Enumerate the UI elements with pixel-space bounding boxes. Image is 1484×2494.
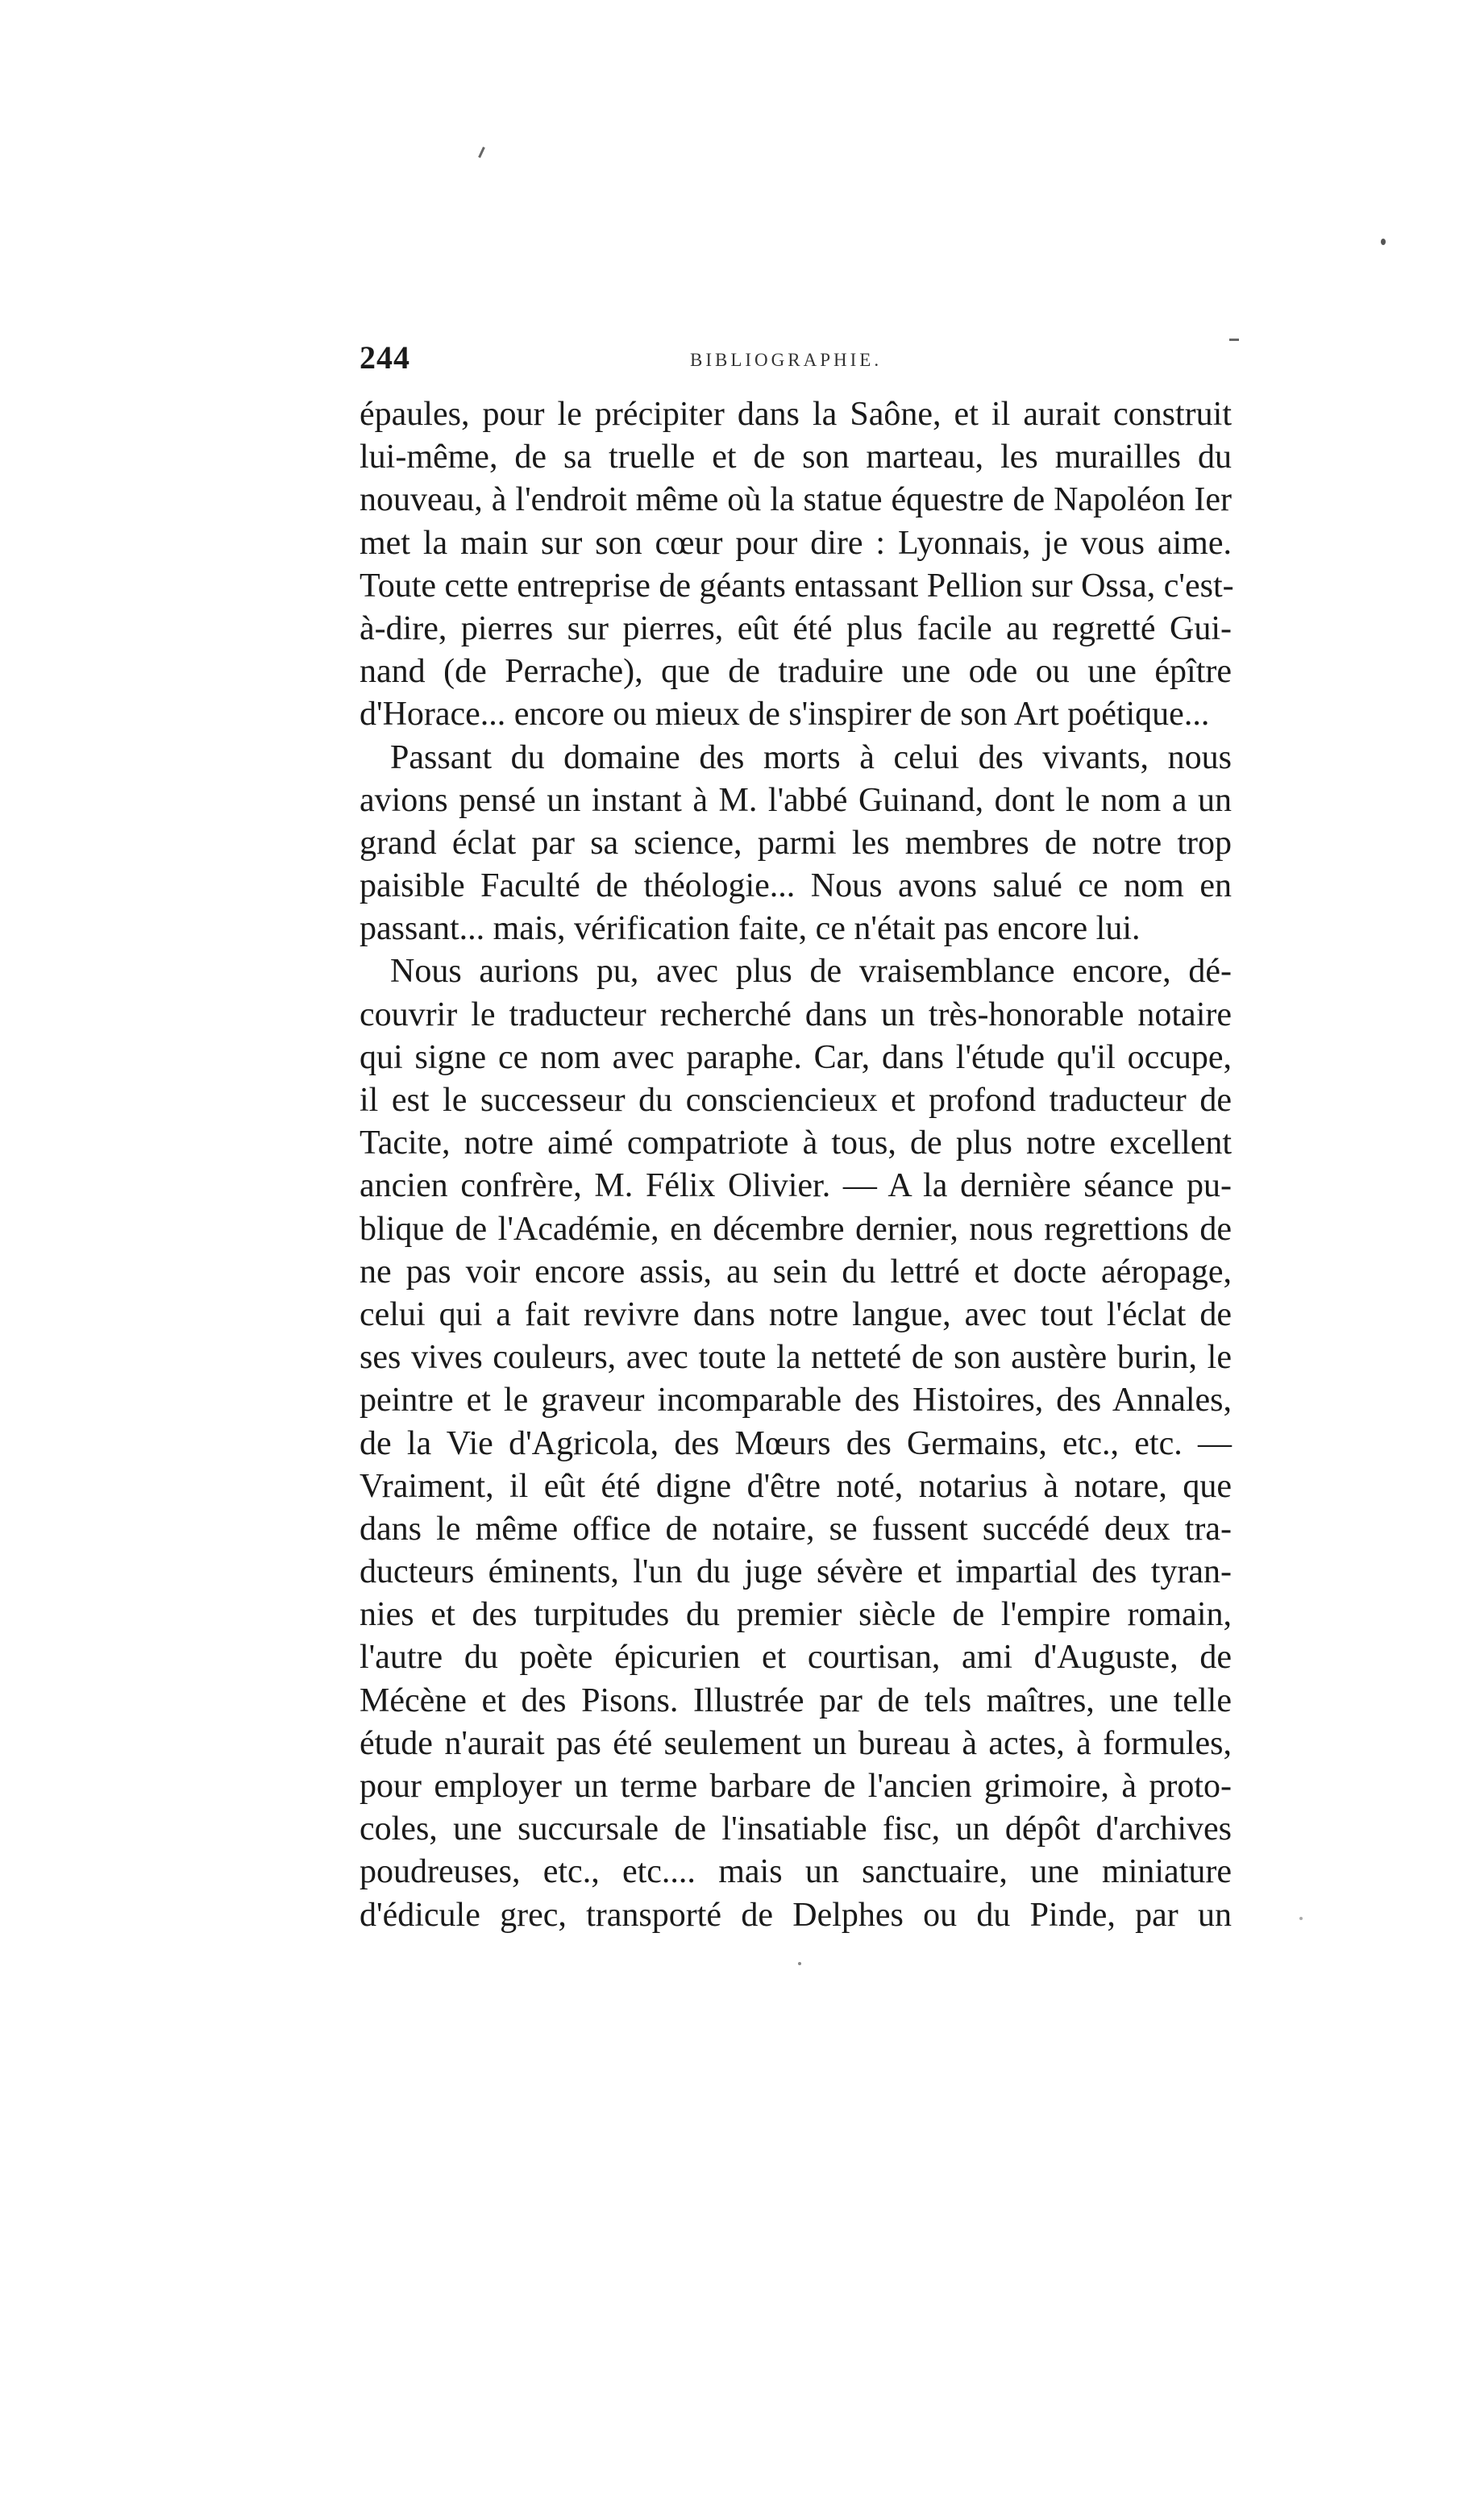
text-line: ne pas voir encore assis, au sein du lettré et docte aéropage, xyxy=(360,1253,1232,1291)
text-line: dans le même office de notaire, se fussent succédé deux tra- xyxy=(360,1510,1232,1548)
text-line: coles, une succursale de l'insatiable fisc, un dépôt d'archives xyxy=(360,1810,1232,1848)
text-line: il est le successeur du consciencieux et profond traducteur de xyxy=(360,1082,1232,1119)
scan-speck xyxy=(478,147,485,158)
text-line: Nous aurions pu, avec plus de vraisemblance encore, dé- xyxy=(390,953,1232,991)
text-line: couvrir le traducteur recherché dans un très-honorable notaire xyxy=(360,996,1232,1033)
text-line: l'autre du poète épicurien et courtisan, ami d'Auguste, de xyxy=(360,1639,1232,1677)
text-line: ducteurs éminents, l'un du juge sévère et impartial des tyran- xyxy=(360,1553,1232,1591)
text-line: Mécène et des Pisons. Illustrée par de tels maîtres, une telle xyxy=(360,1681,1232,1719)
page-number: 244 xyxy=(360,339,410,376)
text-line: passant... mais, vérification faite, ce n'était pas encore lui. xyxy=(360,910,1141,948)
text-line: ses vives couleurs, avec toute la netteté de son austère burin, le xyxy=(360,1339,1232,1377)
text-line: paisible Faculté de théologie... Nous avons salué ce nom en xyxy=(360,867,1232,905)
body-text xyxy=(360,393,1232,1937)
scan-speck xyxy=(1381,239,1386,245)
text-line: qui signe ce nom avec paraphe. Car, dans l'étude qu'il occupe, xyxy=(360,1038,1232,1076)
text-line: épaules, pour le précipiter dans la Saône, et il aurait construit xyxy=(360,396,1232,433)
text-line: peintre et le graveur incomparable des Histoires, des Annales, xyxy=(360,1382,1232,1420)
text-line: ancien confrère, M. Félix Olivier. — A la dernière séance pu- xyxy=(360,1167,1232,1205)
scan-speck xyxy=(1229,339,1239,341)
scan-speck xyxy=(798,1962,801,1965)
text-line: met la main sur son cœur pour dire : Lyonnais, je vous aime. xyxy=(360,524,1232,562)
text-line: de la Vie d'Agricola, des Mœurs des Germains, etc., etc. — xyxy=(360,1424,1232,1462)
text-line: poudreuses, etc., etc.... mais un sanctuaire, une miniature xyxy=(360,1853,1232,1891)
text-line: Vraiment, il eût été digne d'être noté, notarius à notare, que xyxy=(360,1467,1232,1505)
text-line: grand éclat par sa science, parmi les membres de notre trop xyxy=(360,824,1232,862)
text-line: nouveau, à l'endroit même où la statue équestre de Napoléon Ier xyxy=(360,481,1232,519)
text-line: pour employer un terme barbare de l'ancien grimoire, à proto- xyxy=(360,1768,1232,1805)
text-line: nand (de Perrache), que de traduire une ode ou une épître xyxy=(360,653,1232,691)
text-line: à-dire, pierres sur pierres, eût été plus facile au regretté Gui- xyxy=(360,609,1232,647)
text-line: blique de l'Académie, en décembre dernier, nous regrettions de xyxy=(360,1210,1232,1248)
text-line: Tacite, notre aimé compatriote à tous, de plus notre excellent xyxy=(360,1124,1232,1162)
text-line: nies et des turpitudes du premier siècle de l'empire romain, xyxy=(360,1596,1232,1634)
page-header xyxy=(360,339,1232,395)
text-line: Passant du domaine des morts à celui des vivants, nous xyxy=(390,738,1232,776)
text-line: Toute cette entreprise de géants entassant Pellion sur Ossa, c'est- xyxy=(360,567,1234,605)
text-line: avions pensé un instant à M. l'abbé Guinand, dont le nom a un xyxy=(360,781,1232,819)
text-line: d'édicule grec, transporté de Delphes ou du Pinde, par un xyxy=(360,1896,1232,1934)
text-line: lui-même, de sa truelle et de son marteau, les murailles du xyxy=(360,439,1232,476)
running-head: BIBLIOGRAPHIE. xyxy=(690,350,883,370)
scan-speck xyxy=(1299,1917,1303,1920)
text-line: étude n'aurait pas été seulement un bureau à actes, à formules, xyxy=(360,1724,1232,1762)
text-line: celui qui a fait revivre dans notre langue, avec tout l'éclat de xyxy=(360,1295,1232,1333)
text-line: d'Horace... encore ou mieux de s'inspirer de son Art poétique... xyxy=(360,696,1210,734)
